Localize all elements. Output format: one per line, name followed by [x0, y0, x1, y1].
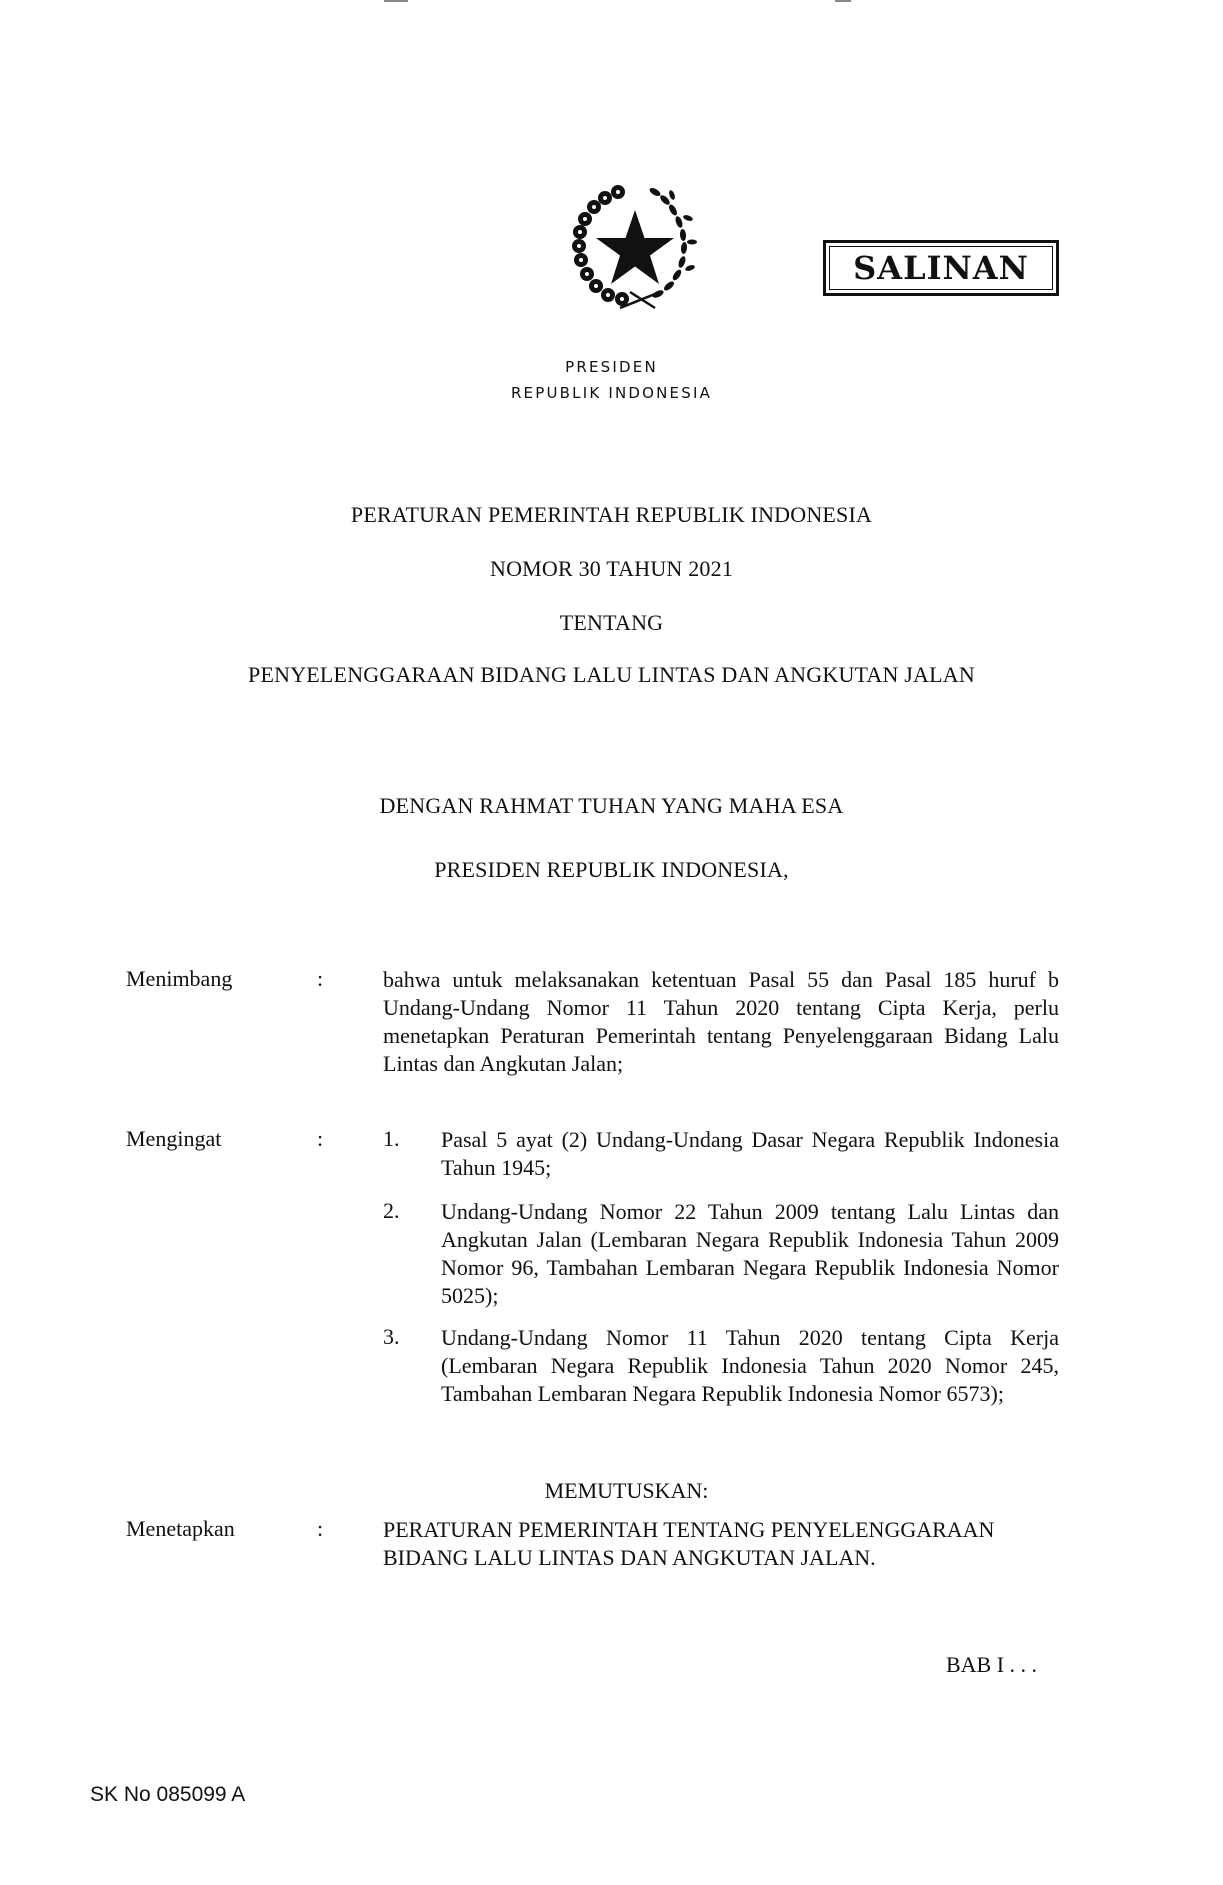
memutuskan-heading: MEMUTUSKAN:: [544, 1478, 709, 1503]
regulation-title: PERATURAN PEMERINTAH REPUBLIK INDONESIA: [350, 502, 873, 527]
mengingat-item-number: 1.: [383, 1126, 400, 1151]
preamble-blessing: DENGAN RAHMAT TUHAN YANG MAHA ESA: [379, 793, 844, 818]
mengingat-item-3: Undang-Undang Nomor 11 Tahun 2020 tentang Cipta Kerja (Lembaran Negara Republik Indonesia Tahun 2020 Nomor 245, Tambahan Lembaran Negara Republik Indonesia Nomor 6573);: [441, 1325, 1059, 1406]
preamble-president: PRESIDEN REPUBLIK INDONESIA,: [434, 857, 789, 882]
continuation-marker: BAB I . . .: [946, 1652, 1038, 1677]
menimbang-label: Menimbang: [126, 966, 233, 991]
mengingat-item-2: Undang-Undang Nomor 22 Tahun 2009 tentang Lalu Lintas dan Angkutan Jalan (Lembaran Negara Republik Indonesia Tahun 2009 Nomor 96, Tambahan Lembaran Negara Republik Indonesia Nomor 5025);: [441, 1199, 1059, 1308]
document-serial-code: SK No 085099 A: [90, 1783, 246, 1806]
mengingat-colon: :: [317, 1126, 324, 1151]
mengingat-item-number: 2.: [383, 1198, 400, 1223]
regulation-number: NOMOR 30 TAHUN 2021: [489, 556, 734, 581]
emblem-caption-republik: REPUBLIK INDONESIA: [510, 384, 713, 402]
emblem-caption-presiden: PRESIDEN: [565, 358, 658, 376]
scan-mark: [835, 0, 851, 2]
salinan-stamp: SALINAN: [823, 240, 1059, 296]
menetapkan-colon: :: [317, 1516, 324, 1541]
mengingat-item-number: 3.: [383, 1324, 400, 1349]
mengingat-item-1: Pasal 5 ayat (2) Undang-Undang Dasar Negara Republik Indonesia Tahun 1945;: [441, 1127, 1059, 1180]
menimbang-colon: :: [317, 966, 324, 991]
regulation-tentang: TENTANG: [559, 610, 664, 635]
menimbang-text: bahwa untuk melaksanakan ketentuan Pasal 55 dan Pasal 185 huruf b Undang-Undang Nomor 11 Tahun 2020 tentang Cipta Kerja, perlu menetapkan Peraturan Pemerintah tentang Penyelenggaraan Bidang Lalu Lintas dan Angkutan Jalan;: [383, 967, 1059, 1076]
presidential-emblem-icon: [560, 180, 710, 330]
regulation-subject: PENYELENGGARAAN BIDANG LALU LINTAS DAN ANGKUTAN JALAN: [248, 662, 975, 687]
menetapkan-label: Menetapkan: [126, 1516, 235, 1541]
mengingat-label: Mengingat: [126, 1126, 222, 1151]
scan-mark: [384, 0, 408, 2]
menetapkan-text: PERATURAN PEMERINTAH TENTANG PENYELENGGARAAN BIDANG LALU LINTAS DAN ANGKUTAN JALAN.: [383, 1517, 995, 1570]
